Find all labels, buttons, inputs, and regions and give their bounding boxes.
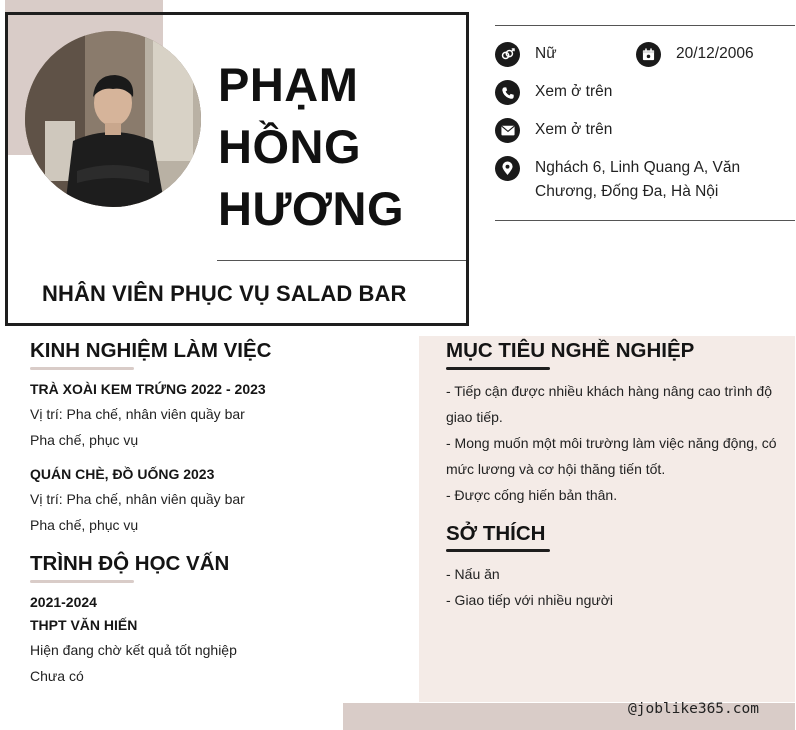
name-line: HỒNG — [218, 120, 361, 173]
objective-line: - Được cống hiến bản thân. — [446, 487, 618, 503]
contact-top-divider — [495, 25, 795, 26]
calendar-icon — [636, 42, 661, 67]
education-status: Hiện đang chờ kết quả tốt nghiệp — [30, 642, 237, 658]
address-value — [535, 156, 740, 204]
education-school: THPT VĂN HIẾN — [30, 617, 138, 633]
address-line: Nghách 6, Linh Quang A, Văn — [535, 159, 741, 176]
name-line: HƯƠNG — [218, 182, 405, 235]
mail-icon — [495, 118, 520, 143]
hobby-item: - Giao tiếp với nhiều người — [446, 592, 614, 608]
education-extra: Chưa có — [30, 668, 84, 684]
experience-item-heading: QUÁN CHÈ, ĐỒ UỐNG 2023 — [30, 466, 215, 482]
contact-birthday — [636, 42, 754, 67]
objective-heading: MỤC TIÊU NGHỀ NGHIỆP — [446, 339, 695, 362]
objective-line: - Mong muốn một môi trường làm việc năng động, có — [446, 435, 777, 451]
experience-item-duties: Pha chế, phục vụ — [30, 432, 139, 448]
email-value: Xem ở trên — [535, 121, 613, 138]
gender-icon — [495, 42, 520, 67]
contact-email — [495, 118, 612, 143]
education-heading: TRÌNH ĐỘ HỌC VẤN — [30, 552, 230, 575]
experience-item-position: Vị trí: Pha chế, nhân viên quầy bar — [30, 491, 245, 507]
contact-phone — [495, 80, 612, 105]
phone-icon — [495, 80, 520, 105]
contact-address — [495, 156, 740, 204]
education-years: 2021-2024 — [30, 594, 97, 610]
hobbies-heading: SỞ THÍCH — [446, 522, 546, 545]
name-line: PHẠM — [218, 58, 359, 111]
full-name — [218, 54, 458, 240]
objective-line: mức lương và cơ hội thăng tiến tốt. — [446, 461, 666, 477]
experience-heading: KINH NGHIỆM LÀM VIỆC — [30, 339, 272, 362]
education-underline — [30, 580, 134, 583]
phone-value: Xem ở trên — [535, 83, 613, 100]
contact-bottom-divider — [495, 220, 795, 221]
experience-item-position: Vị trí: Pha chế, nhân viên quầy bar — [30, 406, 245, 422]
name-divider — [217, 260, 466, 261]
address-line: Chương, Đống Đa, Hà Nội — [535, 183, 719, 200]
objective-line: - Tiếp cận được nhiều khách hàng nâng cao trình độ — [446, 383, 772, 399]
objective-line: giao tiếp. — [446, 409, 503, 425]
gender-value: Nữ — [535, 45, 557, 62]
objective-underline — [446, 367, 550, 370]
experience-item-duties: Pha chế, phục vụ — [30, 517, 139, 533]
location-pin-icon — [495, 156, 520, 181]
footer-watermark: @joblike365.com — [628, 701, 759, 717]
hobby-item: - Nấu ăn — [446, 566, 500, 582]
profile-photo — [25, 31, 201, 207]
contact-gender — [495, 42, 557, 67]
job-title: NHÂN VIÊN PHỤC VỤ SALAD BAR — [42, 281, 407, 306]
experience-item-heading: TRÀ XOÀI KEM TRỨNG 2022 - 2023 — [30, 381, 266, 397]
experience-underline — [30, 367, 134, 370]
birthday-value: 20/12/2006 — [676, 45, 754, 62]
hobbies-underline — [446, 549, 550, 552]
